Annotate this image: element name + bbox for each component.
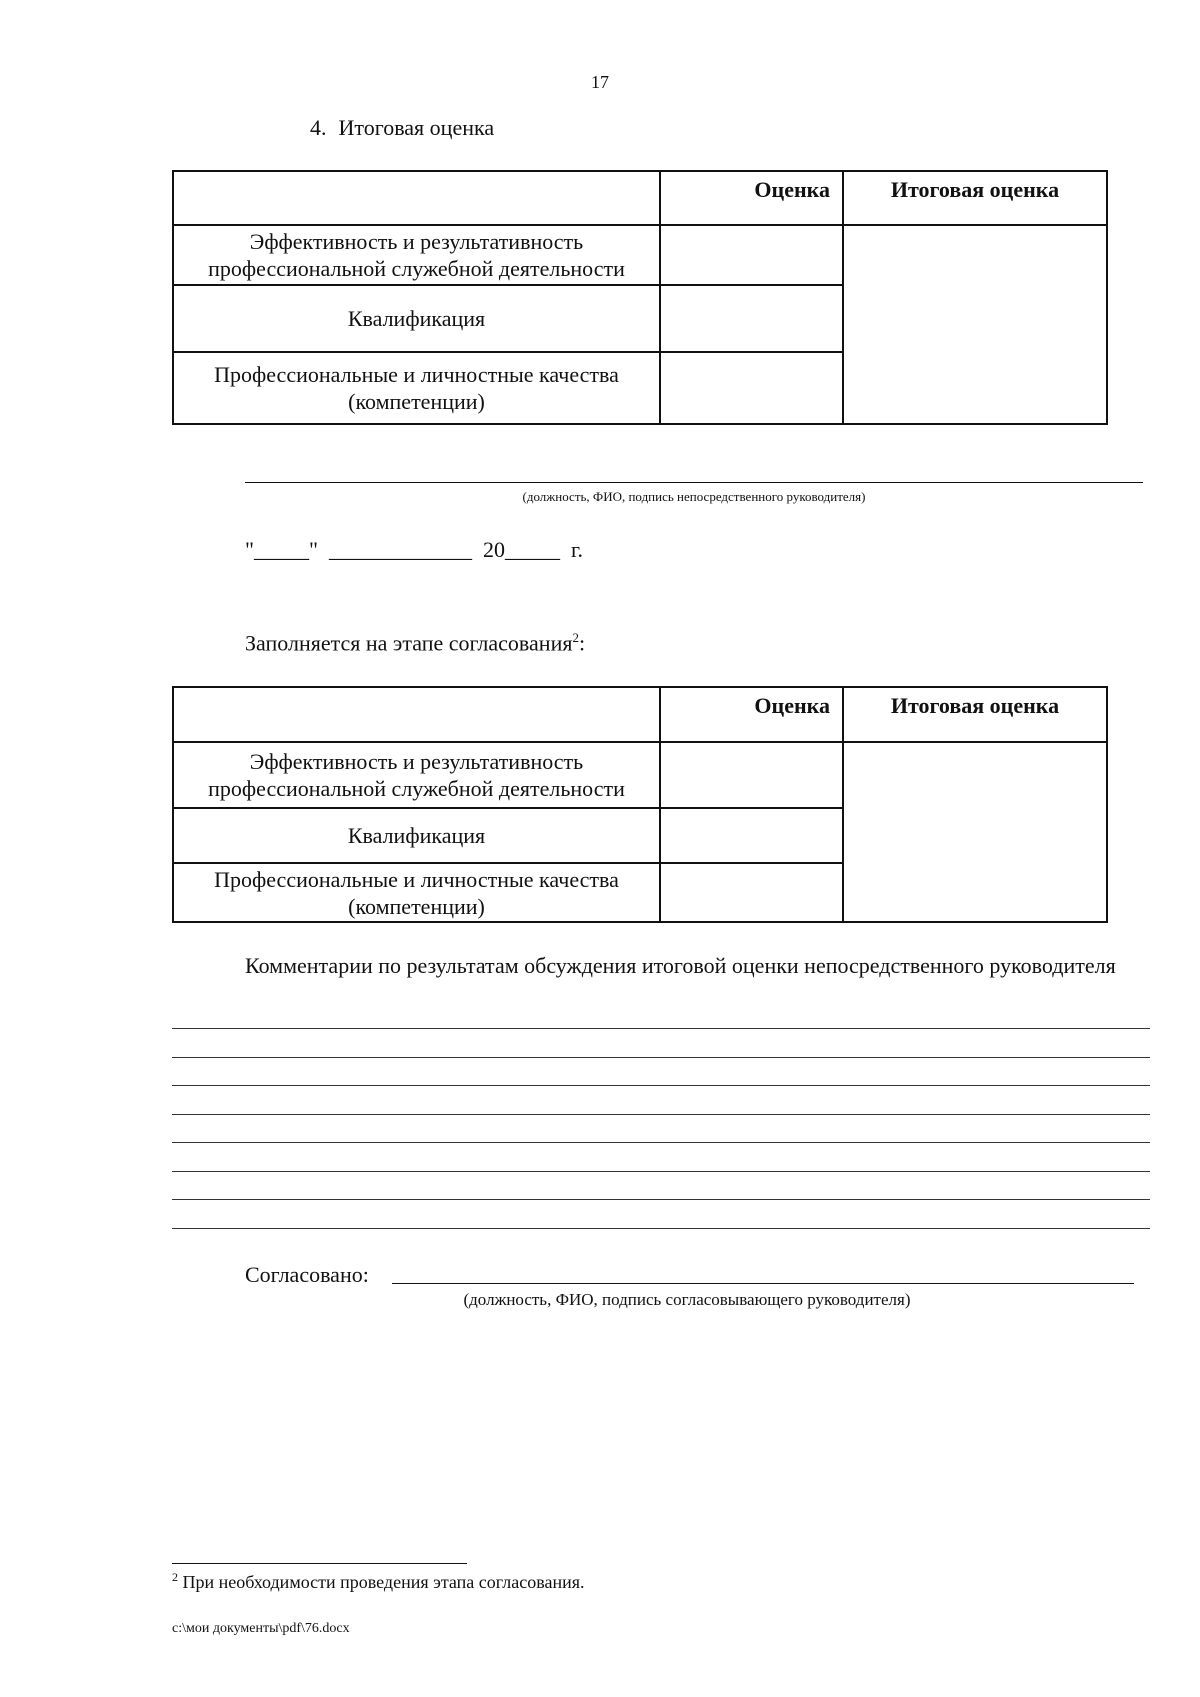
comment-blank-line[interactable] [172,1114,1150,1115]
supervisor-signature-caption: (должность, ФИО, подпись непосредственного руководителя) [522,489,866,504]
comments-label: Комментарии по результатам обсуждения итоговой оценки непосредственного руководителя [245,953,1116,978]
final-score-cell[interactable] [843,225,1107,424]
score-cell[interactable] [660,863,843,922]
criterion-competencies: Профессиональные и личностные качества (компетенции) [173,863,660,922]
comment-blank-line[interactable] [172,1085,1150,1086]
final-grade-table [172,170,1108,425]
header-empty-cell [173,687,660,742]
comment-blank-line[interactable] [172,1199,1150,1200]
page-number: 17 [591,72,609,92]
footnote-text: При необходимости проведения этапа согласования. [182,1572,585,1592]
approval-stage-note [245,630,585,656]
comment-blank-line[interactable] [172,1057,1150,1058]
criterion-efficiency: Эффективность и результативность профессиональной служебной деятельности [173,742,660,808]
comment-blank-line[interactable] [172,1228,1150,1229]
final-score-cell[interactable] [843,742,1107,922]
footnote-ref: 2 [572,630,579,645]
header-final-score: Итоговая оценка [843,687,1107,742]
criterion-competencies: Профессиональные и личностные качества (компетенции) [173,352,660,424]
header-empty-cell [173,171,660,225]
approval-stage-suffix: : [578,630,586,656]
header-score: Оценка [660,687,843,742]
comment-blank-line[interactable] [172,1171,1150,1172]
section-title-text: Итоговая оценка [338,115,495,140]
table-header-row [173,171,1107,225]
agreed-label: Согласовано: [245,1262,369,1287]
header-score: Оценка [660,171,843,225]
agreed-signature-line[interactable] [392,1283,1134,1284]
comment-blank-line[interactable] [172,1142,1150,1143]
file-path: c:\мои документы\pdf\76.docx [172,1621,350,1636]
criterion-efficiency: Эффективность и результативность профессиональной служебной деятельности [173,225,660,285]
approval-stage-text: Заполняется на этапе согласования [245,630,573,656]
table-row [173,225,1107,285]
footnote-number: 2 [172,1570,178,1584]
score-cell[interactable] [660,285,843,352]
table-row [173,742,1107,808]
score-cell[interactable] [660,225,843,285]
criterion-qualification: Квалификация [173,285,660,352]
section-number: 4. [310,115,327,140]
score-cell[interactable] [660,808,843,863]
agreed-signature-caption: (должность, ФИО, подпись согласовывающего руководителя) [463,1290,911,1309]
score-cell[interactable] [660,742,843,808]
footnote-separator [172,1563,467,1564]
comment-blank-line[interactable] [172,1028,1150,1029]
section-title [310,115,494,141]
criterion-qualification: Квалификация [173,808,660,863]
header-final-score: Итоговая оценка [843,171,1107,225]
score-cell[interactable] [660,352,843,424]
table-header-row [173,687,1107,742]
date-line: "_____" _____________ 20_____ г. [245,537,584,562]
approval-grade-table [172,686,1108,923]
footnote [172,1570,585,1593]
supervisor-signature-line[interactable] [245,482,1143,483]
